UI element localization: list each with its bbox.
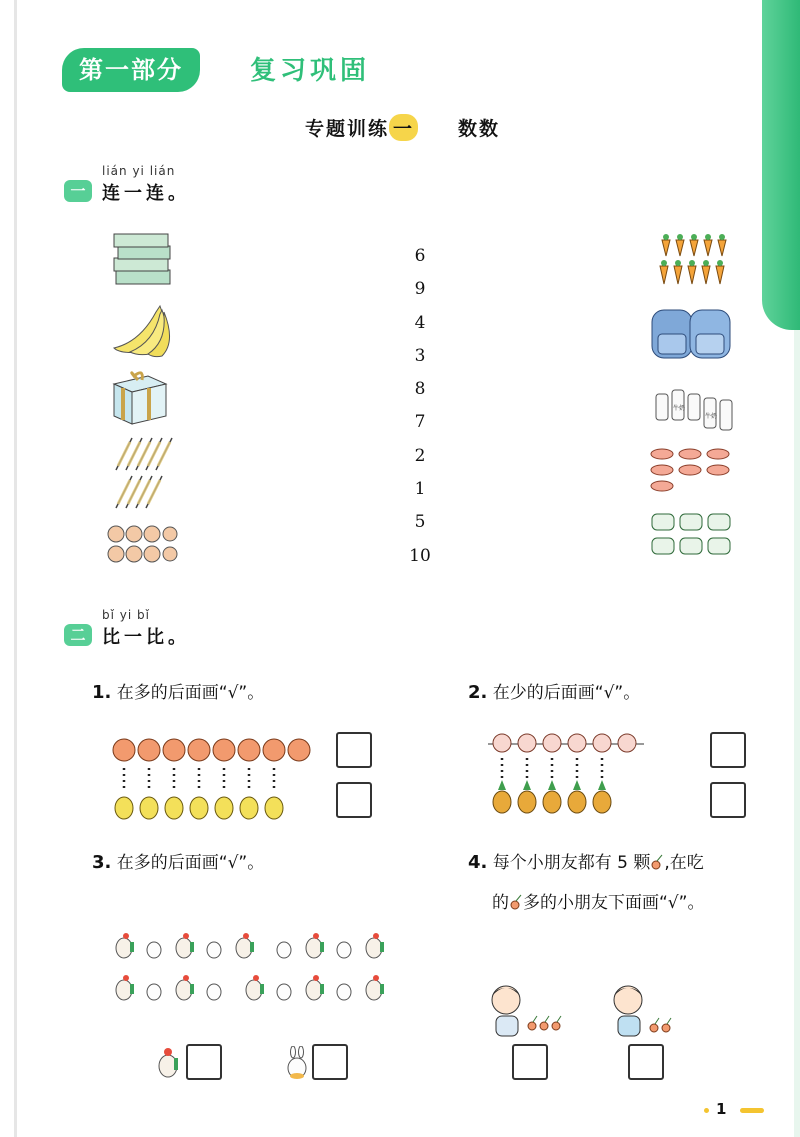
number-item: 1 xyxy=(414,479,426,500)
answer-box-child-2[interactable] xyxy=(628,1044,664,1080)
question-2 xyxy=(468,678,640,703)
answer-box-child-1[interactable] xyxy=(512,1044,548,1080)
number-item: 4 xyxy=(414,312,426,333)
number-item: 5 xyxy=(414,512,426,533)
question-4-line2 xyxy=(492,888,704,913)
topic-number: 一 xyxy=(389,114,418,141)
topic-heading xyxy=(305,114,500,141)
question-4-text-b: ,在吃 xyxy=(664,853,704,873)
question-3-text: 在多的后面画“√”。 xyxy=(116,853,265,873)
question-4-text-c: 的 xyxy=(492,893,509,913)
topic-name: 数数 xyxy=(458,118,501,140)
cherry-icon xyxy=(509,894,523,910)
question-2-text: 在少的后面画“√”。 xyxy=(492,683,641,703)
number-item: 7 xyxy=(414,412,426,433)
page-number: 1 xyxy=(716,1100,727,1118)
section2-title: 比一比。 xyxy=(102,627,190,648)
pears-row-icon xyxy=(112,790,292,820)
answer-box-peaches[interactable] xyxy=(710,732,746,768)
bananas-icon xyxy=(110,302,176,358)
milk-bottles-icon xyxy=(652,384,734,436)
number-item: 3 xyxy=(414,345,426,366)
section2-badge: 二 xyxy=(64,624,92,646)
gift-box-icon xyxy=(108,366,170,428)
number-column xyxy=(400,240,440,573)
answer-box-pears[interactable] xyxy=(336,782,372,818)
section2-pinyin: bǐ yi bǐ xyxy=(102,608,150,622)
rooster-icon xyxy=(156,1044,180,1080)
question-3-number: 3. xyxy=(92,852,112,873)
bread-bags-icon xyxy=(648,510,736,558)
pineapples-row-icon xyxy=(490,780,620,814)
backpacks-icon xyxy=(648,300,734,362)
number-item: 10 xyxy=(409,545,431,566)
question-4-number: 4. xyxy=(468,852,488,873)
answer-box-apples[interactable] xyxy=(336,732,372,768)
milk-label: 牛奶 xyxy=(673,405,686,412)
child-boy-1-icon xyxy=(488,982,574,1040)
question-1-text: 在多的后面画“√”。 xyxy=(116,683,265,703)
number-item: 9 xyxy=(414,279,426,300)
question-1-number: 1. xyxy=(92,682,112,703)
basketballs-icon xyxy=(106,524,178,566)
number-item: 8 xyxy=(414,379,426,400)
child-boy-2-icon xyxy=(608,982,694,1040)
apples-row-icon xyxy=(112,734,318,764)
milk-label: 牛奶 xyxy=(705,413,718,420)
peaches-row-icon xyxy=(488,732,644,754)
question-1 xyxy=(92,678,264,703)
roosters-rabbits-rows-icon xyxy=(112,926,392,1010)
question-3 xyxy=(92,848,264,873)
question-2-number: 2. xyxy=(468,682,488,703)
carrots-icon xyxy=(654,232,730,288)
number-item: 2 xyxy=(414,445,426,466)
page-bar xyxy=(740,1108,764,1113)
rabbit-icon xyxy=(286,1046,308,1080)
section1-pinyin: lián yi lián xyxy=(102,164,176,178)
pencils-icon xyxy=(108,434,178,512)
dotted-links-1 xyxy=(120,768,280,790)
number-item: 6 xyxy=(414,246,426,266)
page-binding-edge xyxy=(14,0,17,1137)
part-badge: 第一部分 xyxy=(62,48,200,92)
cherry-icon xyxy=(650,854,664,870)
section1-title: 连一连。 xyxy=(102,183,190,204)
page-dot xyxy=(704,1108,709,1113)
question-4-text-d: 多的小朋友下面画“√”。 xyxy=(523,893,705,913)
fish-icon xyxy=(648,446,736,494)
books-stack-icon xyxy=(110,232,174,288)
question-4-line1 xyxy=(468,848,704,873)
chapter-tab xyxy=(762,0,800,330)
part-title: 复习巩固 xyxy=(250,56,371,86)
answer-box-rabbit[interactable] xyxy=(312,1044,348,1080)
page-edge-strip xyxy=(794,330,800,1137)
answer-box-pineapples[interactable] xyxy=(710,782,746,818)
dotted-links-2 xyxy=(498,758,618,780)
topic-prefix: 专题训练 xyxy=(305,118,390,140)
question-4-text-a: 每个小朋友都有 5 颗 xyxy=(492,853,651,873)
section1-badge: 一 xyxy=(64,180,92,202)
answer-box-rooster[interactable] xyxy=(186,1044,222,1080)
